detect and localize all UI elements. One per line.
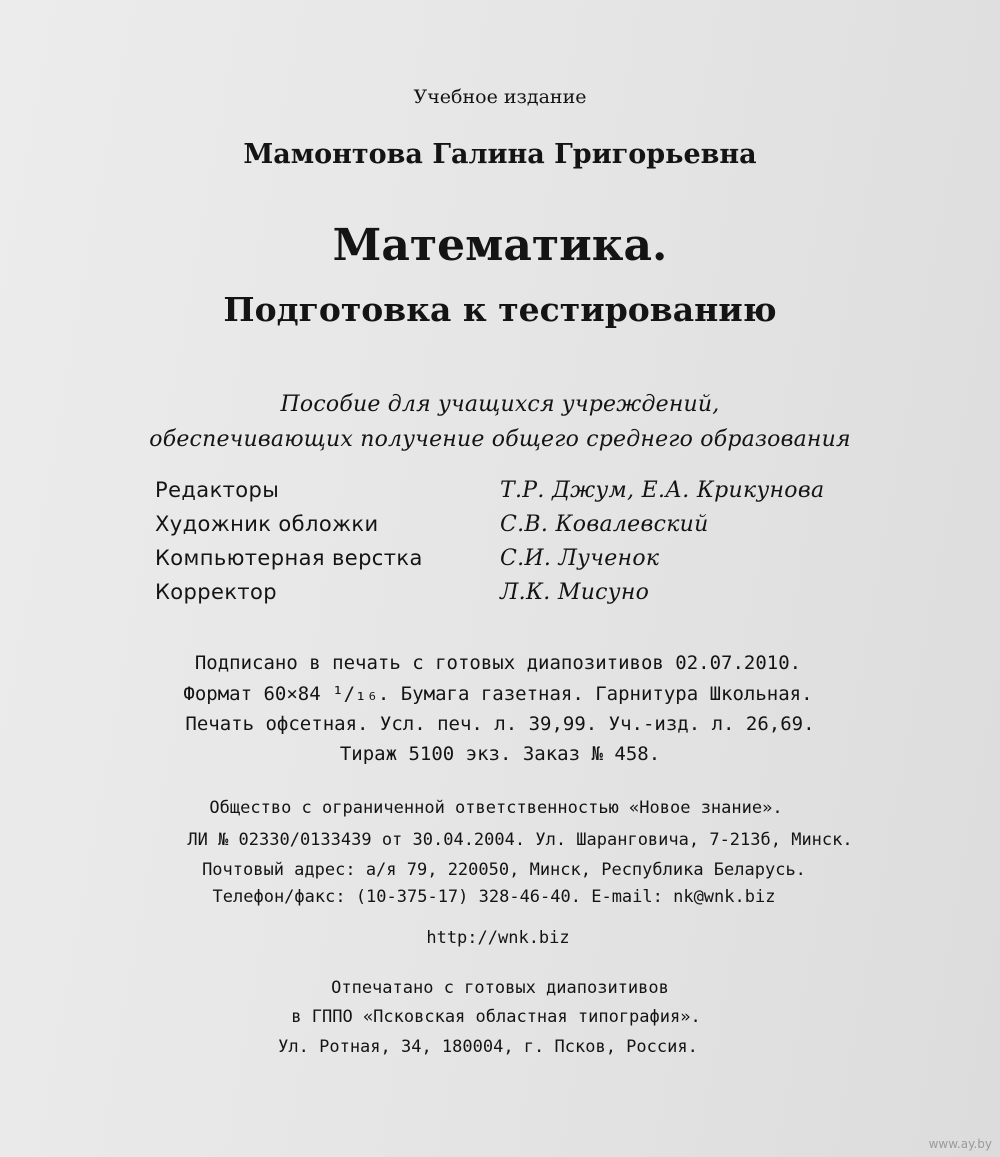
credit-name: С.В. Ковалевский: [500, 512, 709, 537]
watermark: www.ay.by: [928, 1137, 992, 1151]
credit-role: Компьютерная верстка: [155, 546, 423, 570]
edition-type: Учебное издание: [413, 86, 587, 108]
imprint-line-3: Печать офсетная. Усл. печ. л. 39,99. Уч.-изд. л. 26,69.: [185, 713, 815, 735]
printer-line-1: Отпечатано с готовых диапозитивов: [331, 978, 669, 998]
credit-row-editors: [155, 478, 915, 512]
publisher-line-2: ЛИ № 02330/0133439 от 30.04.2004. Ул. Шаранговича, 7-213б, Минск.: [187, 830, 853, 850]
website-url: http://wnk.biz: [426, 928, 570, 948]
credit-row-layout: [155, 546, 915, 580]
purpose-line-2: обеспечивающих получение общего среднего образования: [149, 427, 851, 452]
author-name: Мамонтова Галина Григорьевна: [243, 139, 757, 170]
credit-role: Корректор: [155, 580, 278, 604]
credit-role: Художник обложки: [155, 512, 379, 536]
credit-row-proofreader: [155, 580, 915, 614]
credit-role: Редакторы: [155, 478, 280, 502]
credit-name: С.И. Лученок: [500, 546, 660, 571]
imprint-line-4: Тираж 5100 экз. Заказ № 458.: [339, 743, 661, 765]
credit-name: Л.К. Мисуно: [500, 580, 650, 605]
imprint-line-2: Формат 60×84 ¹/₁₆. Бумага газетная. Гарнитура Школьная.: [183, 683, 813, 705]
credits-list: [155, 478, 915, 614]
credit-name: Т.Р. Джум, Е.А. Крикунова: [500, 478, 825, 503]
publisher-line-3: Почтовый адрес: а/я 79, 220050, Минск, Республика Беларусь.: [202, 860, 806, 880]
book-subtitle: Подготовка к тестированию: [223, 290, 777, 329]
publisher-line-1: Общество с ограниченной ответственностью «Новое знание».: [209, 798, 783, 818]
purpose-line-1: Пособие для учащихся учреждений,: [280, 392, 720, 417]
imprint-line-1: Подписано в печать с готовых диапозитивов 02.07.2010.: [194, 652, 802, 674]
printer-line-2: в ГППО «Псковская областная типография».: [291, 1007, 701, 1027]
book-title: Математика.: [332, 220, 668, 271]
credit-row-cover-artist: [155, 512, 915, 546]
publisher-line-4: Телефон/факс: (10-375-17) 328-46-40. E-mail: nk@wnk.biz: [212, 887, 776, 907]
printer-line-3: Ул. Ротная, 34, 180004, г. Псков, Россия.: [278, 1037, 698, 1057]
